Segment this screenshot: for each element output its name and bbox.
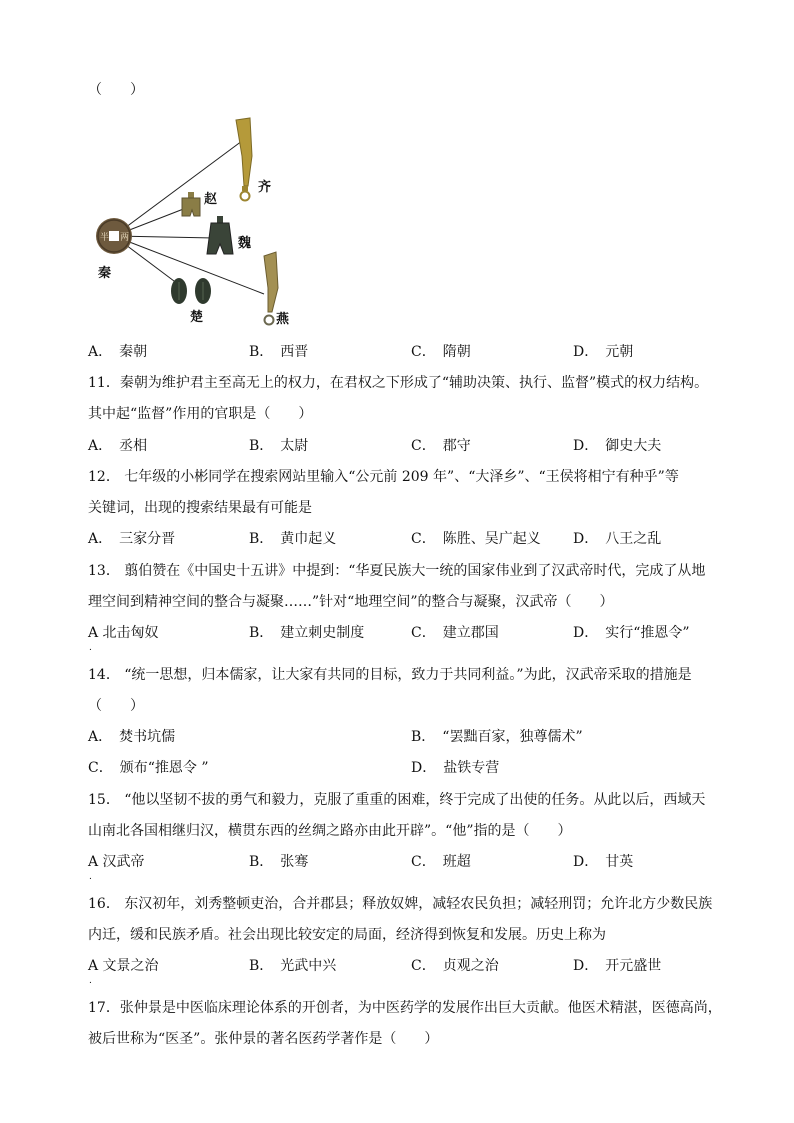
q16-option-a-dot: . — [89, 976, 92, 986]
q11-option-c[interactable]: C． 郡守 — [411, 438, 471, 454]
q10-option-b[interactable]: B． 西晋 — [249, 344, 309, 360]
label-yan: 燕 — [276, 312, 290, 327]
q14-stem-line2: （ ） — [88, 698, 144, 714]
q15-option-a-dot: . — [89, 872, 92, 882]
q15-option-a[interactable]: A 汉武帝 — [88, 854, 145, 870]
zhao-spade-coin-icon — [182, 192, 200, 216]
q14-option-a[interactable]: A． 焚书坑儒 — [88, 729, 176, 745]
q14-option-b[interactable]: B． “罢黜百家，独尊儒术” — [411, 729, 583, 745]
q13-stem-line1: 13． 翦伯赞在《中国史十五讲》中提到：“华夏民族大一统的国家伟业到了汉武帝时代，完成了从地 — [88, 563, 706, 579]
q17-stem-line1: 17．张仲景是中医临床理论体系的开创者，为中医药学的发展作出巨大贡献。他医术精湛，医德高尚， — [88, 1000, 722, 1016]
q13-option-a[interactable]: A 北击匈奴 — [88, 625, 159, 641]
label-qi: 齐 — [258, 180, 272, 195]
q14-stem-line1: 14． “统一思想，归本儒家，让大家有共同的目标，致力于共同利益。”为此，汉武帝采取的措施是 — [88, 667, 692, 683]
q12-stem-line2: 关键词，出现的搜索结果最有可能是 — [88, 500, 312, 516]
wei-spade-coin-icon — [207, 216, 233, 254]
label-chu: 楚 — [190, 310, 204, 325]
q12-option-c[interactable]: C． 陈胜、吴广起义 — [411, 531, 541, 547]
q10-option-a[interactable]: A． 秦朝 — [88, 344, 148, 360]
qi-knife-coin-icon — [236, 118, 252, 201]
q12-option-a[interactable]: A． 三家分晋 — [88, 531, 176, 547]
q16-stem-line2: 内迁，缓和民族矛盾。社会出现比较安定的局面，经济得到恢复和发展。历史上称为 — [88, 927, 606, 943]
currency-unification-figure — [86, 116, 306, 330]
q12-option-b[interactable]: B． 黄巾起义 — [249, 531, 337, 547]
svg-text:半: 半 — [100, 233, 110, 243]
label-wei: 魏 — [238, 236, 252, 251]
q13-option-a-dot: . — [89, 643, 92, 653]
q13-stem-line2: 理空间到精神空间的整合与凝聚……”针对“地理空间”的整合与凝聚，汉武帝（ ） — [88, 594, 614, 610]
line-to-qi — [114, 138, 246, 236]
q12-stem-line1: 12． 七年级的小彬同学在搜索网站里输入“公元前 209 年”、“大泽乡”、“王侯将相宁有种乎”等 — [88, 469, 679, 485]
q15-option-c[interactable]: C． 班超 — [411, 854, 471, 870]
q11-option-b[interactable]: B． 太尉 — [249, 438, 309, 454]
q14-option-d[interactable]: D． 盐铁专营 — [411, 760, 500, 776]
q13-option-b[interactable]: B． 建立刺史制度 — [249, 625, 365, 641]
q11-option-a[interactable]: A． 丞相 — [88, 438, 148, 454]
chu-shell-coin-icon — [171, 278, 211, 304]
q11-stem-line1: 11．秦朝为维护君主至高无上的权力，在君权之下形成了“辅助决策、执行、监督”模式的权力结构。 — [88, 375, 709, 391]
svg-text:两: 两 — [120, 233, 130, 243]
q16-stem-line1: 16． 东汉初年，刘秀整顿吏治，合并郡县；释放奴婢，减轻农民负担；减轻刑罚；允许北方少数民族 — [88, 896, 713, 912]
q12-option-d[interactable]: D． 八王之乱 — [573, 531, 662, 547]
q11-stem-line2: 其中起“监督”作用的官职是（ ） — [88, 406, 313, 422]
q13-option-d[interactable]: D． 实行“推恩令” — [573, 625, 690, 641]
q10-option-c[interactable]: C． 隋朝 — [411, 344, 471, 360]
q15-option-b[interactable]: B． 张骞 — [249, 854, 309, 870]
q16-option-d[interactable]: D． 开元盛世 — [573, 958, 662, 974]
q13-option-c[interactable]: C． 建立郡国 — [411, 625, 499, 641]
q16-option-c[interactable]: C． 贞观之治 — [411, 958, 499, 974]
q14-option-c[interactable]: C． 颁布“推恩令 ” — [88, 760, 209, 776]
qin-coin-icon — [96, 218, 132, 254]
q17-stem-line2: 被后世称为“医圣”。张仲景的著名医药学著作是（ ） — [88, 1031, 439, 1047]
q15-option-d[interactable]: D． 甘英 — [573, 854, 634, 870]
label-zhao: 赵 — [204, 192, 218, 207]
q10-paren: （ ） — [88, 82, 144, 98]
q11-option-d[interactable]: D． 御史大夫 — [573, 438, 662, 454]
q15-stem-line2: 山南北各国相继归汉，横贯东西的丝绸之路亦由此开辟”。“他”指的是（ ） — [88, 823, 572, 839]
q16-option-b[interactable]: B． 光武中兴 — [249, 958, 337, 974]
q15-stem-line1: 15． “他以坚韧不拔的勇气和毅力，克服了重重的困难，终于完成了出使的任务。从此以后，西域天 — [88, 792, 706, 808]
q10-option-d[interactable]: D． 元朝 — [573, 344, 634, 360]
label-qin: 秦 — [98, 266, 112, 281]
q16-option-a[interactable]: A 文景之治 — [88, 958, 159, 974]
